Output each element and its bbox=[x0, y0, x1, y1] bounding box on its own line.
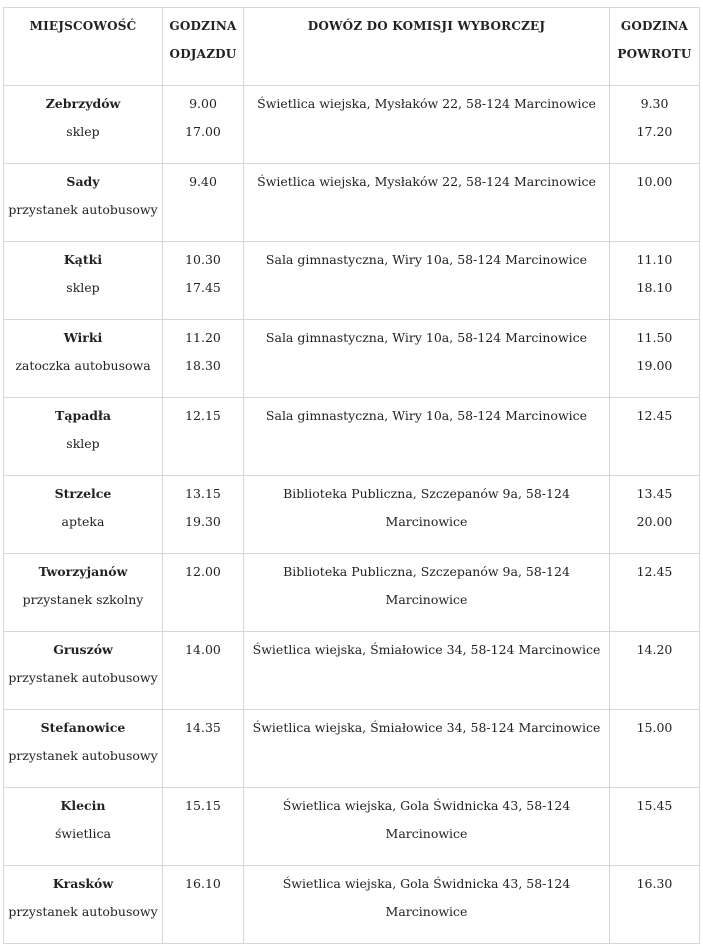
table-row bbox=[4, 710, 700, 788]
cell-destination bbox=[244, 164, 610, 242]
cell-destination bbox=[244, 866, 610, 944]
place-name: Sady bbox=[66, 174, 100, 189]
cell-return bbox=[610, 164, 700, 242]
table-row bbox=[4, 476, 700, 554]
cell-destination bbox=[244, 710, 610, 788]
cell-return bbox=[610, 632, 700, 710]
cell-return bbox=[610, 476, 700, 554]
cell-return bbox=[610, 86, 700, 164]
place-stop: przystanek autobusowy bbox=[8, 748, 158, 763]
cell-destination bbox=[244, 554, 610, 632]
place-stop: przystanek autobusowy bbox=[8, 670, 158, 685]
header-return-line2: POWROTU bbox=[617, 47, 692, 61]
header-place bbox=[4, 8, 163, 86]
depart-time: 15.15 bbox=[185, 798, 221, 813]
place-stop: apteka bbox=[61, 514, 105, 529]
table-row bbox=[4, 788, 700, 866]
return-time: 15.45 bbox=[636, 798, 673, 813]
depart-time: 16.10 bbox=[185, 876, 221, 891]
place-name: Tąpadła bbox=[55, 408, 111, 423]
return-time: 14.20 bbox=[636, 642, 673, 657]
cell-depart bbox=[163, 554, 244, 632]
cell-depart bbox=[163, 788, 244, 866]
cell-return bbox=[610, 320, 700, 398]
cell-place bbox=[4, 632, 163, 710]
depart-time: 19.30 bbox=[185, 514, 221, 529]
place-stop: sklep bbox=[66, 436, 100, 451]
header-depart-line1: GODZINA bbox=[169, 19, 237, 33]
cell-place bbox=[4, 320, 163, 398]
header-row bbox=[4, 8, 700, 86]
place-stop: przystanek autobusowy bbox=[8, 904, 158, 919]
cell-return bbox=[610, 866, 700, 944]
cell-return bbox=[610, 398, 700, 476]
depart-time: 14.00 bbox=[185, 642, 221, 657]
depart-time: 12.00 bbox=[185, 564, 221, 579]
place-stop: sklep bbox=[66, 280, 100, 295]
destination-text: Świetlica wiejska, Mysłaków 22, 58-124 Marcinowice bbox=[257, 174, 596, 189]
cell-destination bbox=[244, 632, 610, 710]
return-time: 11.50 bbox=[636, 330, 673, 345]
place-name: Stefanowice bbox=[40, 720, 126, 735]
table-row bbox=[4, 86, 700, 164]
return-time: 18.10 bbox=[636, 280, 673, 295]
schedule-table bbox=[3, 7, 700, 944]
depart-time: 9.00 bbox=[189, 96, 217, 111]
cell-return bbox=[610, 242, 700, 320]
place-name: Strzelce bbox=[54, 486, 112, 501]
cell-depart bbox=[163, 242, 244, 320]
depart-time: 9.40 bbox=[189, 174, 217, 189]
destination-text: Biblioteka Publiczna, Szczepanów 9a, 58-124 Marcinowice bbox=[283, 564, 570, 607]
cell-depart bbox=[163, 632, 244, 710]
place-name: Tworzyjanów bbox=[38, 564, 128, 579]
cell-place bbox=[4, 554, 163, 632]
place-stop: świetlica bbox=[55, 826, 111, 841]
depart-time: 13.15 bbox=[185, 486, 221, 501]
cell-place bbox=[4, 86, 163, 164]
destination-text: Świetlica wiejska, Gola Świdnicka 43, 58-124 Marcinowice bbox=[282, 876, 571, 919]
header-return-line1: GODZINA bbox=[620, 19, 689, 33]
place-name: Gruszów bbox=[53, 642, 113, 657]
cell-depart bbox=[163, 710, 244, 788]
depart-time: 11.20 bbox=[185, 330, 221, 345]
cell-place bbox=[4, 476, 163, 554]
depart-time: 18.30 bbox=[185, 358, 221, 373]
table-row bbox=[4, 398, 700, 476]
cell-destination bbox=[244, 476, 610, 554]
destination-text: Świetlica wiejska, Mysłaków 22, 58-124 Marcinowice bbox=[257, 96, 596, 111]
place-stop: sklep bbox=[66, 124, 100, 139]
table-row bbox=[4, 632, 700, 710]
return-time: 15.00 bbox=[636, 720, 673, 735]
cell-depart bbox=[163, 86, 244, 164]
return-time: 17.20 bbox=[636, 124, 673, 139]
depart-time: 14.35 bbox=[185, 720, 221, 735]
place-name: Klecin bbox=[60, 798, 106, 813]
destination-text: Świetlica wiejska, Gola Świdnicka 43, 58-124 Marcinowice bbox=[282, 798, 571, 841]
cell-depart bbox=[163, 866, 244, 944]
cell-destination bbox=[244, 788, 610, 866]
header-return bbox=[610, 8, 700, 86]
place-stop: przystanek szkolny bbox=[22, 592, 144, 607]
return-time: 11.10 bbox=[636, 252, 673, 267]
depart-time: 12.15 bbox=[185, 408, 221, 423]
table-row bbox=[4, 164, 700, 242]
destination-text: Sala gimnastyczna, Wiry 10a, 58-124 Marcinowice bbox=[265, 252, 588, 267]
place-stop: przystanek autobusowy bbox=[8, 202, 158, 217]
cell-place bbox=[4, 710, 163, 788]
destination-text: Sala gimnastyczna, Wiry 10a, 58-124 Marcinowice bbox=[265, 408, 588, 423]
destination-text: Świetlica wiejska, Śmiałowice 34, 58-124 Marcinowice bbox=[252, 720, 601, 735]
cell-destination bbox=[244, 320, 610, 398]
place-name: Kątki bbox=[63, 252, 103, 267]
cell-place bbox=[4, 398, 163, 476]
header-place-label: MIEJSCOWOŚĆ bbox=[29, 19, 137, 33]
return-time: 20.00 bbox=[636, 514, 673, 529]
cell-place bbox=[4, 866, 163, 944]
table-row bbox=[4, 866, 700, 944]
cell-destination bbox=[244, 86, 610, 164]
return-time: 16.30 bbox=[636, 876, 673, 891]
place-name: Zebrzydów bbox=[45, 96, 121, 111]
cell-destination bbox=[244, 398, 610, 476]
return-time: 19.00 bbox=[636, 358, 673, 373]
cell-place bbox=[4, 164, 163, 242]
place-stop: zatoczka autobusowa bbox=[15, 358, 151, 373]
depart-time: 10.30 bbox=[185, 252, 221, 267]
table-row bbox=[4, 554, 700, 632]
cell-place bbox=[4, 788, 163, 866]
cell-depart bbox=[163, 320, 244, 398]
table-row bbox=[4, 242, 700, 320]
cell-return bbox=[610, 554, 700, 632]
cell-depart bbox=[163, 476, 244, 554]
place-name: Wirki bbox=[63, 330, 103, 345]
header-depart bbox=[163, 8, 244, 86]
table-row bbox=[4, 320, 700, 398]
return-time: 9.30 bbox=[640, 96, 669, 111]
cell-depart bbox=[163, 164, 244, 242]
place-name: Krasków bbox=[52, 876, 114, 891]
return-time: 13.45 bbox=[636, 486, 673, 501]
destination-text: Biblioteka Publiczna, Szczepanów 9a, 58-124 Marcinowice bbox=[283, 486, 570, 529]
cell-destination bbox=[244, 242, 610, 320]
depart-time: 17.45 bbox=[185, 280, 221, 295]
return-time: 12.45 bbox=[636, 408, 673, 423]
cell-return bbox=[610, 788, 700, 866]
return-time: 10.00 bbox=[636, 174, 673, 189]
depart-time: 17.00 bbox=[185, 124, 221, 139]
header-destination-label: DOWÓZ DO KOMISJI WYBORCZEJ bbox=[307, 19, 546, 33]
header-destination bbox=[244, 8, 610, 86]
cell-depart bbox=[163, 398, 244, 476]
destination-text: Sala gimnastyczna, Wiry 10a, 58-124 Marcinowice bbox=[265, 330, 588, 345]
destination-text: Świetlica wiejska, Śmiałowice 34, 58-124 Marcinowice bbox=[252, 642, 601, 657]
cell-place bbox=[4, 242, 163, 320]
header-depart-line2: ODJAZDU bbox=[169, 47, 237, 61]
cell-return bbox=[610, 710, 700, 788]
return-time: 12.45 bbox=[636, 564, 673, 579]
